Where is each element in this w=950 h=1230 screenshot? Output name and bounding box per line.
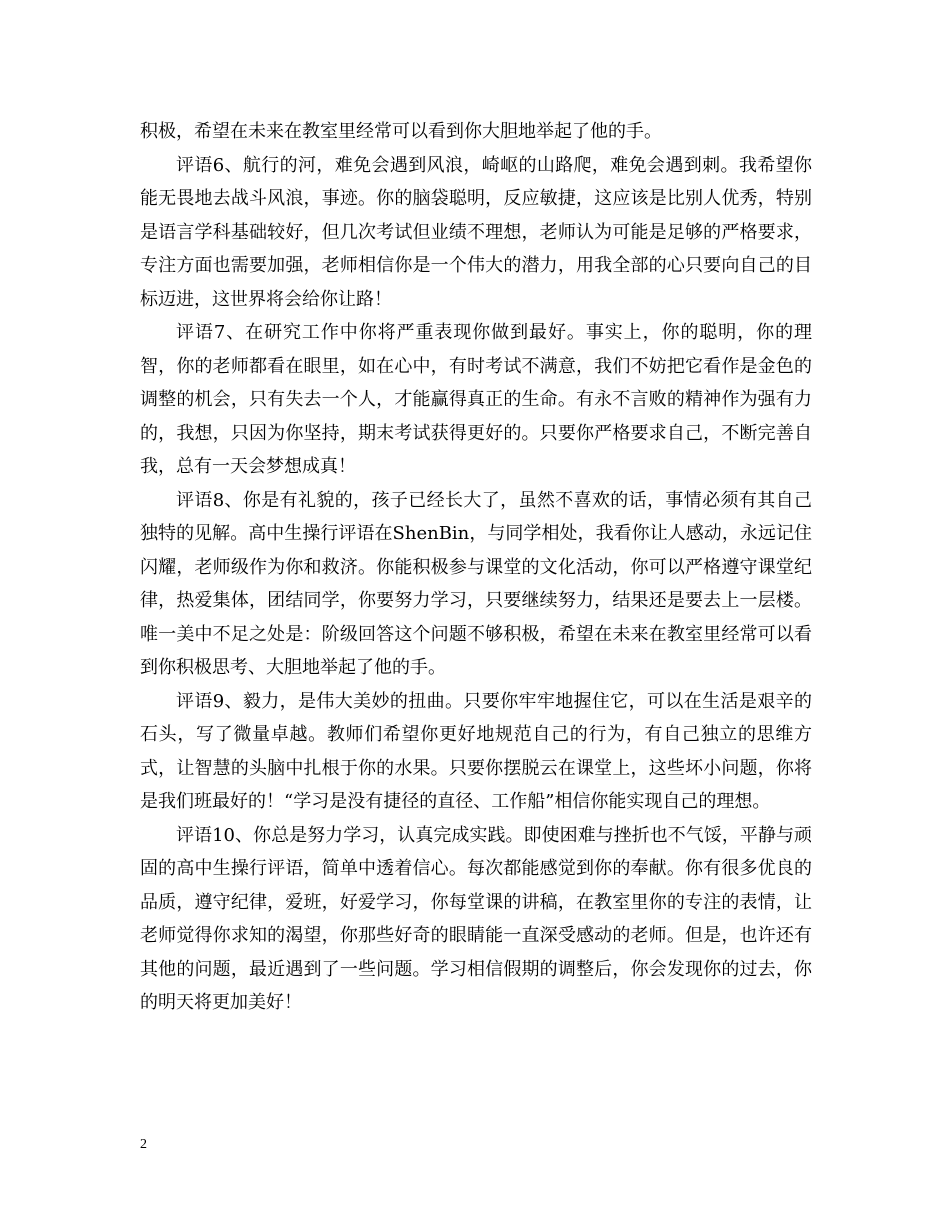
paragraph-comment-8: 评语8、你是有礼貌的，孩子已经长大了，虽然不喜欢的话，事情必须有其自己独特的见解。高中生操行评语在ShenBin，与同学相处，我看你让人感动，永远记住闪耀，老师级作为你和救济。你能积极参与课堂的文化活动，你可以严格遵守课堂纪律，热爱集体，团结同学，你要努力学习，只要继续努力，结果还是要去上一层楼。唯一美中不足之处是：阶级回答这个问题不够积极，希望在未来在教室里经常可以看到你积极思考、大胆地举起了他的手。	[140, 489, 812, 678]
paragraph-comment-6: 评语6、航行的河，难免会遇到风浪，崎岖的山路爬，难免会遇到刺。我希望你能无畏地去战斗风浪，事迹。你的脑袋聪明，反应敏捷，这应该是比别人优秀，特别是语言学科基础较好，但几次考试但业绩不理想，老师认为可能是足够的严格要求，专注方面也需要加强，老师相信你是一个伟大的潜力，用我全部的心只要向自己的目标迈进，这世界将会给你让路！	[140, 154, 812, 310]
paragraph-comment-10: 评语10、你总是努力学习，认真完成实践。即使困难与挫折也不气馁，平静与顽固的高中生操行评语，简单中透着信心。每次都能感觉到你的奉献。你有很多优良的品质，遵守纪律，爱班，好爱学习，你每堂课的讲稿，在教室里你的专注的表情，让老师觉得你求知的渴望，你那些好奇的眼睛能一直深受感动的老师。但是，也许还有其他的问题，最近遇到了一些问题。学习相信假期的调整后，你会发现你的过去，你的明天将更加美好！	[140, 824, 812, 1013]
page-number: 2	[140, 1137, 147, 1152]
paragraph-continuation: 积极，希望在未来在教室里经常可以看到你大胆地举起了他的手。	[140, 121, 662, 142]
paragraph-comment-7: 评语7、在研究工作中你将严重表现你做到最好。事实上，你的聪明，你的理智，你的老师都看在眼里，如在心中，有时考试不满意，我们不妨把它看作是金色的调整的机会，只有失去一个人，才能赢得真正的生命。有永不言败的精神作为强有力的，我想，只因为你坚持，期末考试获得更好的。只要你严格要求自己，不断完善自我，总有一天会梦想成真！	[140, 322, 812, 477]
paragraph-comment-9: 评语9、毅力，是伟大美妙的扭曲。只要你牢牢地握住它，可以在生活是艰辛的石头，写了微量卓越。教师们希望你更好地规范自己的行为，有自己独立的思维方式，让智慧的头脑中扎根于你的水果。只要你摆脱云在课堂上，这些坏小问题，你将是我们班最好的！“学习是没有捷径的直径、工作船”相信你能实现自己的理想。	[140, 690, 812, 812]
body-text	[140, 115, 812, 1020]
